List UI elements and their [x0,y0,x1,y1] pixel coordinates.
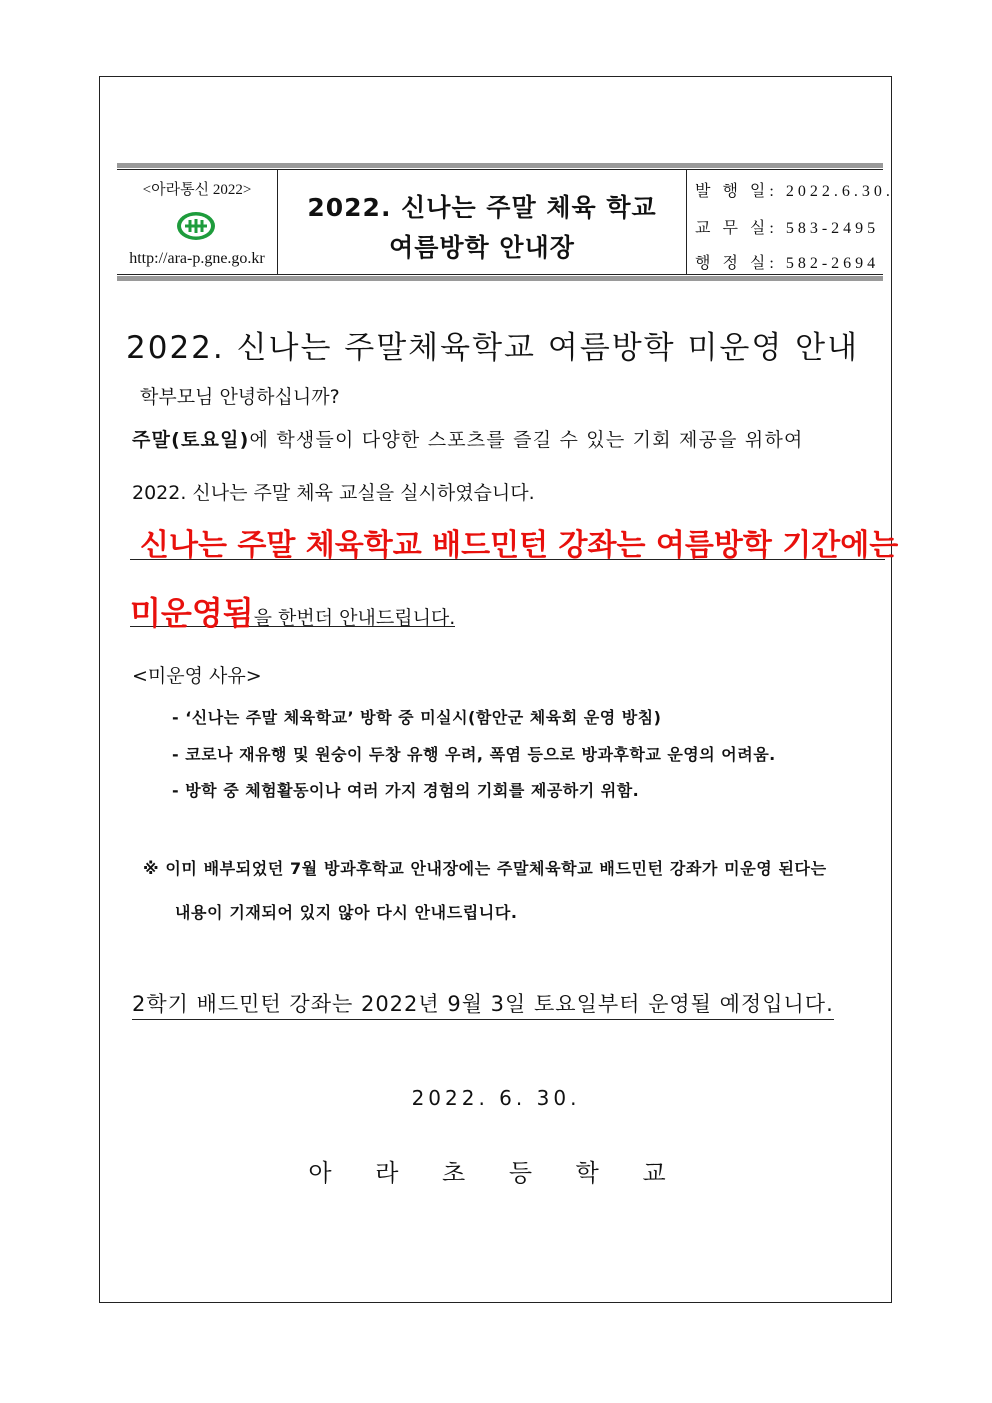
newsletter-header [117,163,894,281]
note-line1: ※ 이미 배부되었던 7월 방과후학교 안내장에는 주말체육학교 배드민턴 강좌가 미운영 된다는 [143,859,827,878]
header-title-line1: 2022. 신나는 주말 체육 학교 [307,193,657,222]
header-left-cell [117,170,278,274]
highlight-red-text: 미운영됨 [130,594,254,632]
school-url-link[interactable]: http://ara-p.gne.go.kr [129,250,265,267]
intro-line2: 2022. 신나는 주말 체육 교실을 실시하였습니다. [132,482,535,504]
header-title-line2: 여름방학 안내장 [389,233,575,262]
header-info-cell [695,170,894,274]
highlight-notice-line2 [130,588,456,632]
greeting-text: 학부모님 안녕하십니까? [140,386,340,408]
admin-office-phone: 행 정 실: 582-2694 [695,255,880,272]
header-table [117,169,894,275]
intro-line1 [132,425,804,452]
header-top-bar [117,163,883,168]
reasons-header: <미운영 사유> [132,665,262,687]
school-name: 아 라 초 등 학 교 [308,1159,684,1187]
second-semester-notice: 2학기 배드민턴 강좌는 2022년 9월 3일 토요일부터 운영될 예정입니다. [132,988,834,1020]
page-title: 2022. 신나는 주말체육학교 여름방학 미운영 안내 [126,330,860,366]
intro-bold: 주말(토요일) [132,429,250,451]
document-date: 2022. 6. 30. [411,1086,581,1110]
header-title-cell [278,170,687,274]
highlight-rest-text: 을 한번더 안내드립니다. [253,607,456,629]
issue-date: 발 행 일: 2022.6.30. [695,183,894,200]
academic-office-phone: 교 무 실: 583-2495 [695,220,880,237]
intro-rest: 에 학생들이 다양한 스포츠를 즐길 수 있는 기회 제공을 위하여 [249,429,804,451]
newsletter-name: <아라통신 2022> [142,182,252,198]
highlight-notice-line1: 신나는 주말 체육학교 배드민턴 강좌는 여름방학 기간에는 [130,520,885,560]
header-bottom-bar [117,276,883,281]
note-line2: 내용이 기재되어 있지 않아 다시 안내드립니다. [175,903,518,922]
reason-item: - 코로나 재유행 및 원숭이 두창 유행 우려, 폭염 등으로 방과후학교 운영의 어려움. [172,745,776,764]
reason-item: - 방학 중 체험활동이나 여러 가지 경험의 기회를 제공하기 위함. [172,781,640,800]
reason-item: - ‘신나는 주말 체육학교’ 방학 중 미실시(함안군 체육회 운영 방침) [172,708,662,727]
school-logo-icon [176,211,216,241]
